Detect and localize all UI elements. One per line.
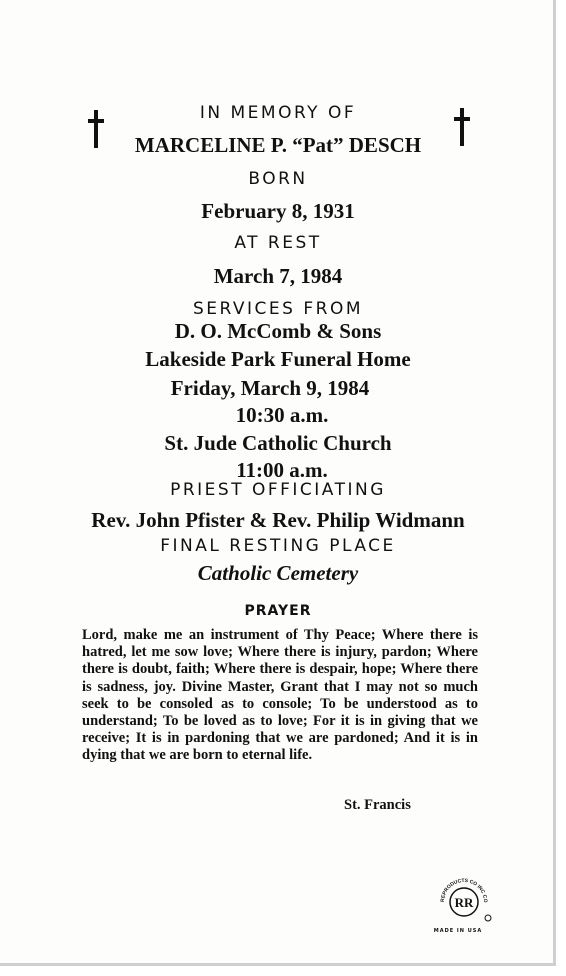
service-time-2: 11:00 a.m. bbox=[236, 458, 328, 482]
seal-monogram: RR bbox=[454, 895, 474, 910]
service-date: Friday, March 9, 1984 bbox=[170, 376, 370, 400]
deceased-name: MARCELINE P. “Pat” DESCH bbox=[134, 133, 422, 157]
at-rest-label: AT REST bbox=[234, 233, 322, 253]
made-in-usa-label: MADE IN USA bbox=[433, 928, 483, 934]
church-name: St. Jude Catholic Church bbox=[164, 431, 392, 455]
cemetery-name: Catholic Cemetery bbox=[197, 561, 359, 585]
death-date: March 7, 1984 bbox=[213, 264, 343, 288]
seal-text: REPRODUCTS CO INC CO bbox=[439, 877, 489, 903]
service-time-1: 10:30 a.m. bbox=[235, 403, 329, 427]
final-resting-place-label: FINAL RESTING PLACE bbox=[160, 536, 396, 556]
priest-officiating-label: PRIEST OFFICIATING bbox=[170, 480, 386, 500]
prayer-title: PRAYER bbox=[244, 603, 312, 619]
services-from-label: SERVICES FROM bbox=[192, 299, 363, 319]
born-label: BORN bbox=[248, 169, 308, 189]
printer-seal-icon bbox=[432, 868, 496, 932]
prayer-text: Lord, make me an instrument of Thy Peace; Where there is hatred, let me sow love; Where there is injury, pardon; Where there is doubt, faith; Where there is despair, hope; Where there is sadness, joy. Divine Master, Grant that I may not so much seek to be consoled as to console; To be understood as to understand; To be loved as to love; For it is in giving that we receive; It is in pardoning that we are pardoned; And it is in dying that we are born to eternal life. bbox=[82, 627, 478, 764]
birth-date: February 8, 1931 bbox=[201, 199, 355, 223]
priests-names: Rev. John Pfister & Rev. Philip Widmann bbox=[91, 508, 465, 532]
prayer-attribution: St. Francis bbox=[344, 797, 411, 813]
in-memory-of-label: IN MEMORY OF bbox=[199, 103, 357, 123]
funeral-home-line-1: D. O. McComb & Sons bbox=[174, 319, 382, 343]
funeral-home-line-2: Lakeside Park Funeral Home bbox=[145, 347, 411, 371]
